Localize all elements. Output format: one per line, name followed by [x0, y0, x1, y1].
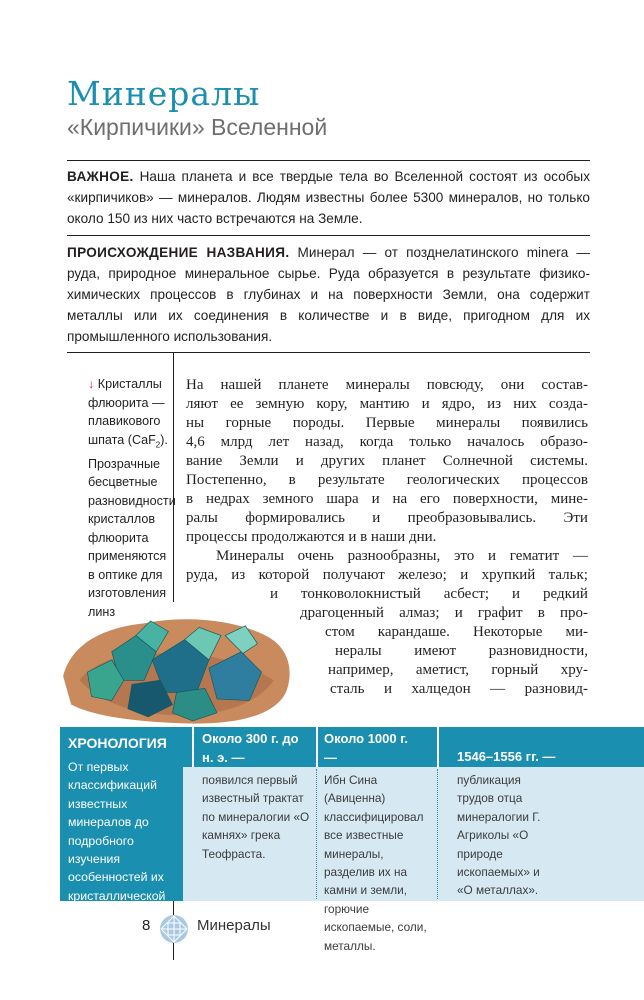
text-line: стом карандаше. Некоторые ми-	[325, 624, 588, 640]
origin-label: ПРОИСХОЖДЕНИЕ НАЗВАНИЯ.	[67, 245, 290, 260]
page-subtitle: «Кирпичики» Вселенной	[67, 114, 328, 140]
section-title: Минералы	[197, 917, 271, 934]
divider	[67, 235, 590, 236]
text-line: нералы имеют разновидности,	[335, 643, 588, 659]
chronology-panel	[60, 727, 644, 953]
text-line: На нашей планете минералы повсюду, они состав-	[186, 377, 588, 393]
crystal-globe-icon	[159, 914, 189, 944]
fluorite-crystal-image	[55, 603, 298, 725]
important-block	[67, 166, 590, 229]
chronology-text: Ибн Сина (Авиценна) классифицировал все известные минералы, разделив их на камни и земли, горючие ископаемые, соли, металлы.	[324, 773, 427, 953]
text-line: и тонковолокнистый асбест; и редкий	[270, 586, 588, 602]
page-title: Минералы	[67, 74, 261, 113]
text-line: ралы формировались и преобразовывались. Эти	[186, 510, 588, 526]
page-number: 8	[142, 917, 151, 934]
origin-text: Минерал — от позднелатинского minera — руда, природное минеральное сырье. Руда образуется в результате физико-химических процессов в глубинах и на поверхности Земли, она содержит металлы или их соединения в количестве и в виде, пригодном для их промышленного использования.	[67, 245, 590, 344]
text-line: руда, из которой получают железо; и хрупкий тальк;	[186, 567, 588, 583]
chronology-date: Около 1000 г. —	[324, 731, 408, 765]
chronology-date: Около 300 г. до н. э. —	[202, 731, 299, 765]
chronology-title: ХРОНОЛОГИЯ	[68, 735, 167, 751]
text-line: вание Земли и других планет Солнечной системы.	[186, 453, 588, 469]
chronology-text: публикация трудов отца минералогии Г. Агриколы «О природе ископаемых» и «О металлах».	[457, 773, 541, 898]
text-line: процессы продолжаются и в наши дни.	[186, 529, 437, 545]
chronology-text: появился первый известный трактат по минералогии «О камнях» грека Теофраста.	[202, 773, 310, 861]
image-caption: ↓ Кристаллы флюорита — плавикового шпата (CaF$_2$). Прозрачные бесцветные разновидности кристаллов флюорита применяются в оптике для изготовления линз	[88, 377, 176, 619]
important-text: Наша планета и все твердые тела во Вселенной состоят из особых «кирпичиков» — минералов. Людям известны более 5300 минералов, но только около 150 из них часто встречаются на Земле.	[67, 169, 590, 226]
text-line: драгоценный алмаз; и графит в про-	[300, 605, 588, 621]
text-line: сталь и халцедон — разновид-	[330, 681, 588, 697]
text-line: ны горные породы. Первые минералы появились	[186, 415, 588, 431]
text-line: в недрах земного шара и на его поверхности, мине-	[186, 491, 588, 507]
text-line: например, аметист, горный хру-	[328, 662, 588, 678]
important-label: ВАЖНОЕ.	[67, 169, 134, 184]
text-line: Минералы очень разнообразны, это и гематит —	[216, 548, 588, 564]
chronology-intro: От первых классификаций известных минералов до подробного изучения особенностей их кристаллической структуры.	[68, 760, 166, 922]
origin-block	[67, 242, 590, 347]
arrow-down-icon: ↓	[88, 377, 95, 391]
divider	[67, 160, 590, 161]
text-line: 4,6 млрд лет назад, когда только началось образо-	[186, 434, 588, 450]
chronology-date: 1546–1556 гг. —	[457, 749, 556, 764]
text-line: Постепенно, в результате геологических процессов	[186, 472, 588, 488]
text-line: ляют ее земную кору, мантию и ядро, из них созда-	[186, 396, 588, 412]
divider	[67, 352, 590, 353]
